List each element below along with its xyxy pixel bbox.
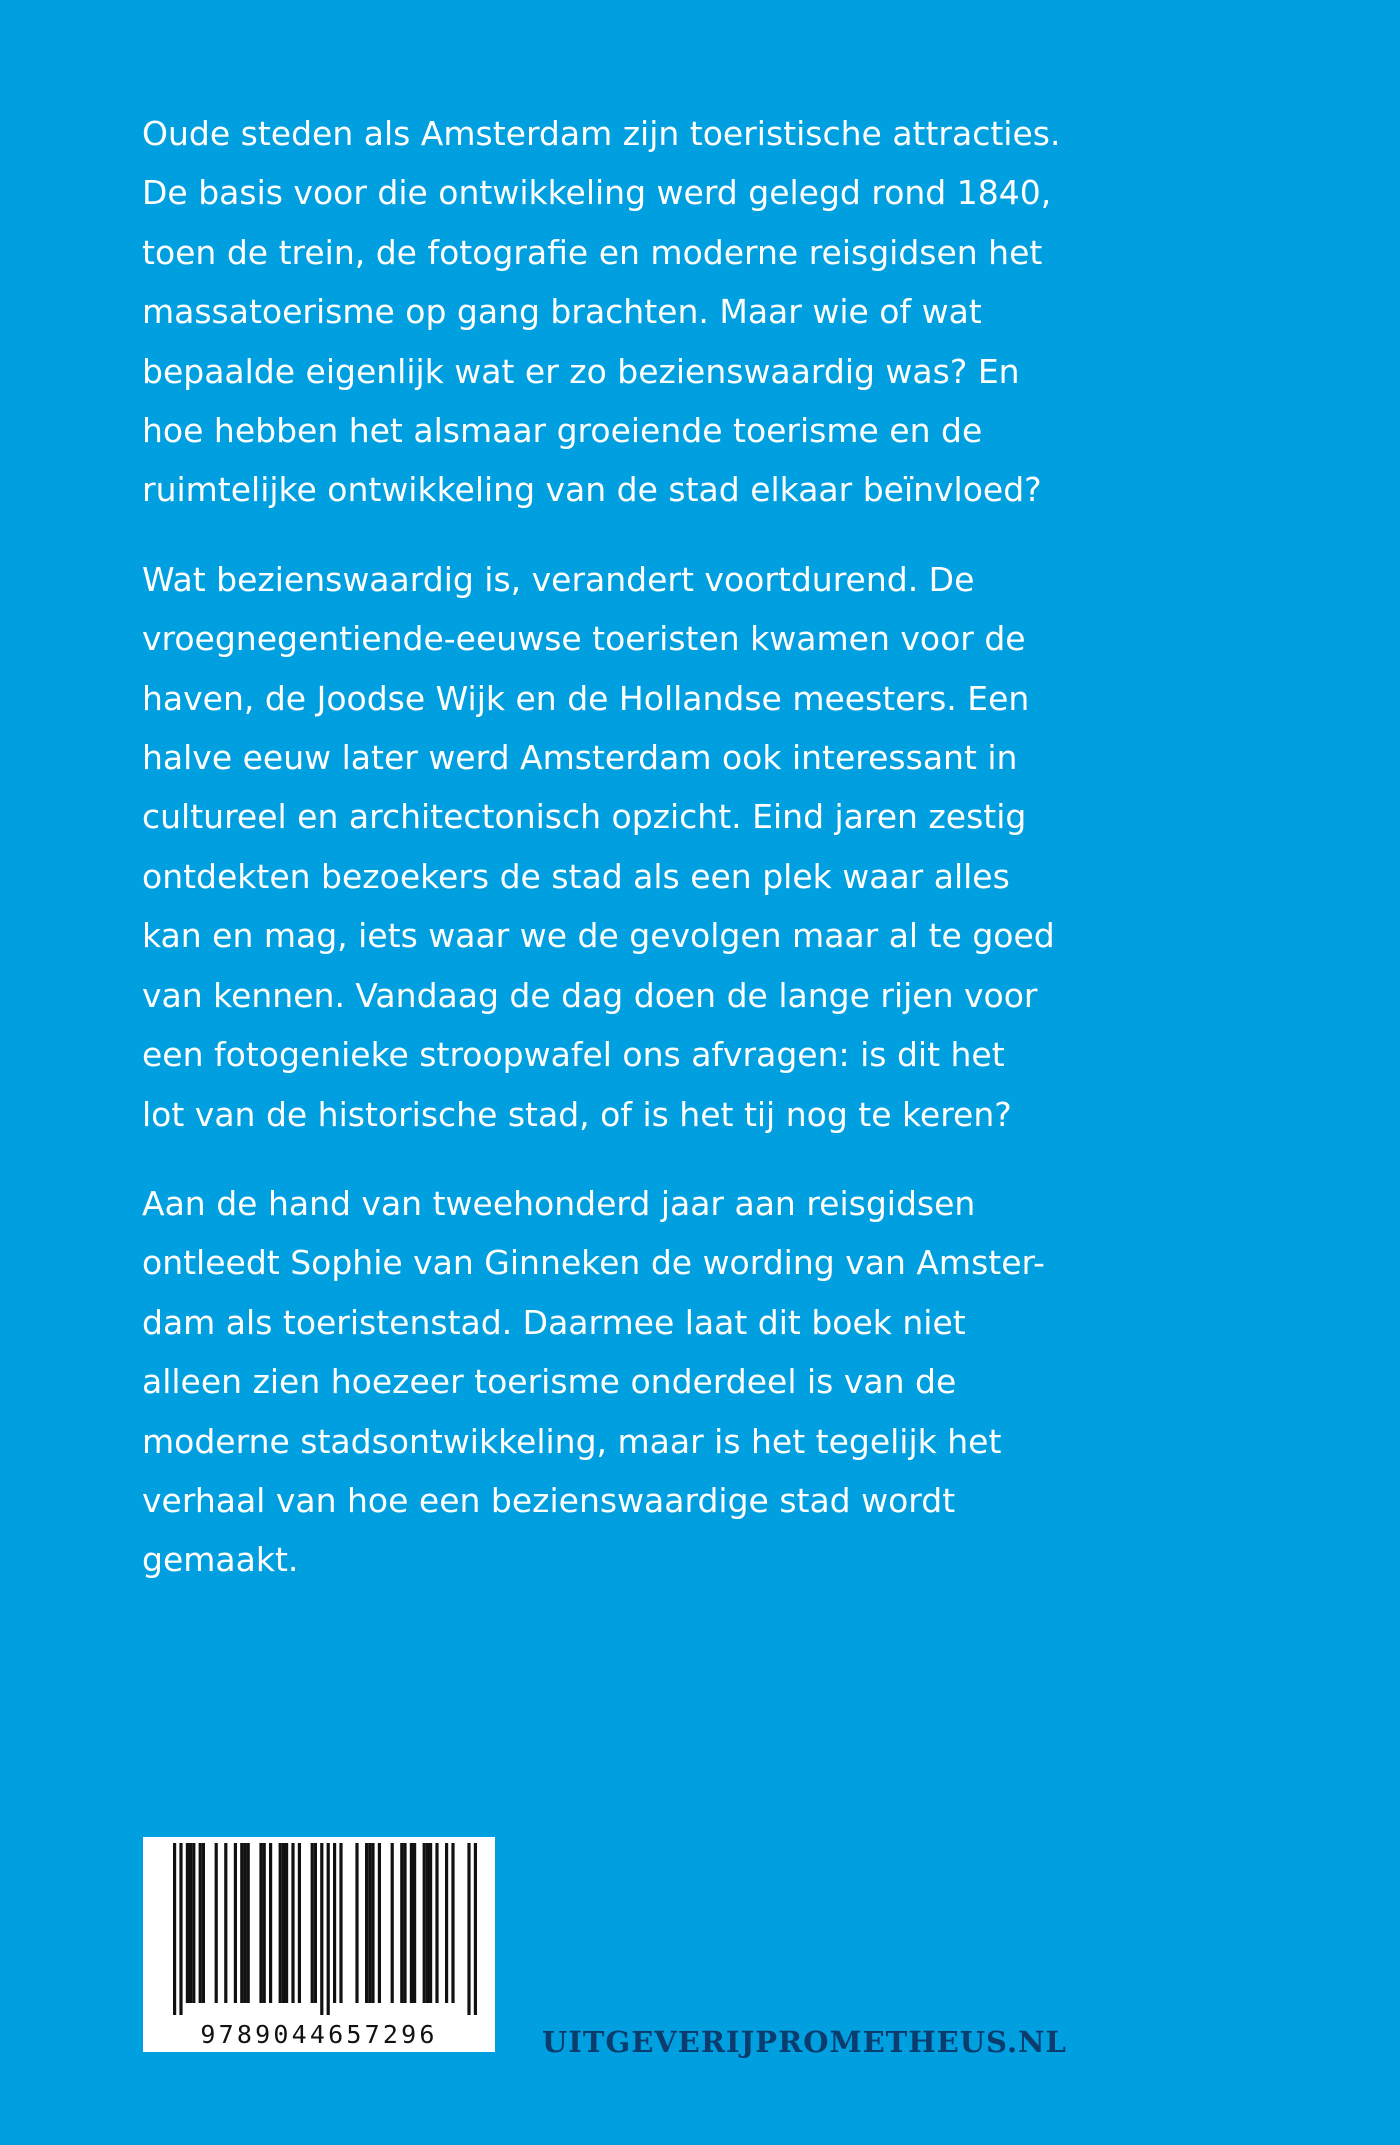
barcode-bar	[189, 1843, 192, 2003]
barcode-bar	[445, 1843, 448, 2003]
blurb-line: lot van de historische stad, of is het tij nog te keren?	[142, 1094, 1012, 1134]
barcode-digits: 9789044657296	[200, 2020, 438, 2049]
barcode-bar	[391, 1843, 394, 2003]
barcode-bar	[291, 1843, 294, 2003]
barcode-bar	[365, 1843, 368, 2003]
blurb-line: Wat bezienswaardig is, verandert voortdurend. De	[142, 559, 975, 599]
barcode-bar	[199, 1843, 202, 2003]
blurb-line: haven, de Joodse Wijk en de Hollandse meesters. Een	[142, 678, 1030, 718]
blurb-line: Aan de hand van tweehonderd jaar aan reisgidsen	[142, 1183, 976, 1223]
blurb-line: cultureel en architectonisch opzicht. Eind jaren zestig	[142, 797, 1027, 837]
blurb-line: dam als toeristenstad. Daarmee laat dit boek niet	[142, 1302, 966, 1342]
barcode-bar	[202, 1843, 205, 2003]
blurb-line: vroegnegentiende-eeuwse toeristen kwamen voor de	[142, 619, 1026, 659]
blurb-line: De basis voor die ontwikkeling werd gelegd rond 1840,	[142, 173, 1052, 213]
barcode-bar	[333, 1843, 336, 2003]
barcode-bar	[410, 1843, 413, 2003]
barcode-bar	[240, 1843, 243, 2003]
blurb-line: ruimtelijke ontwikkeling van de stad elkaar beïnvloed?	[142, 470, 1042, 510]
isbn-barcode	[143, 1837, 495, 2052]
blurb-paragraph-2	[142, 550, 1142, 1144]
blurb-paragraph-3	[142, 1174, 1142, 1590]
barcode-bars	[173, 1843, 477, 2015]
barcode-bar	[467, 1843, 470, 2015]
barcode-bar	[451, 1843, 454, 2003]
blurb-line: verhaal van hoe een bezienswaardige stad wordt	[142, 1480, 956, 1520]
barcode-bar	[368, 1843, 371, 2003]
barcode-bar	[263, 1843, 266, 2003]
barcode-graphic	[143, 1837, 495, 2052]
barcode-bar	[378, 1843, 381, 2003]
barcode-bar	[173, 1843, 176, 2015]
barcode-bar	[371, 1843, 374, 2003]
barcode-bar	[192, 1843, 195, 2003]
blurb-line: gemaakt.	[142, 1540, 299, 1580]
blurb-line: hoe hebben het alsmaar groeiende toerisme en de	[142, 411, 983, 451]
barcode-bar	[279, 1843, 282, 2003]
barcode-bar	[247, 1843, 250, 2003]
barcode-bar	[339, 1843, 342, 2003]
barcode-bar	[400, 1843, 403, 2003]
publisher-website: UITGEVERIJPROMETHEUS.NL	[542, 2025, 1067, 2059]
barcode-bar	[426, 1843, 429, 2003]
barcode-bar	[327, 1843, 330, 2015]
barcode-bar	[298, 1843, 301, 2003]
blurb-line: ontleedt Sophie van Ginneken de wording van Amster-	[142, 1243, 1045, 1283]
barcode-bar	[314, 1843, 317, 2003]
barcode-bar	[234, 1843, 237, 2003]
barcode-bar	[285, 1843, 288, 2003]
barcode-bar	[474, 1843, 477, 2015]
barcode-bar	[282, 1843, 285, 2003]
barcode-bar	[259, 1843, 262, 2003]
blurb-line: halve eeuw later werd Amsterdam ook interessant in	[142, 738, 1018, 778]
barcode-bar	[179, 1843, 182, 2015]
blurb-line: kan en mag, iets waar we de gevolgen maar al te goed	[142, 916, 1055, 956]
barcode-bar	[269, 1843, 272, 2003]
barcode-bar	[186, 1843, 189, 2003]
blurb-line: ontdekten bezoekers de stad als een plek waar alles	[142, 856, 1010, 896]
blurb-paragraph-1	[142, 104, 1142, 520]
barcode-bar	[243, 1843, 246, 2003]
barcode-bar	[403, 1843, 406, 2003]
barcode-bar	[311, 1843, 314, 2003]
barcode-bar	[224, 1843, 227, 2003]
blurb-line: moderne stadsontwikkeling, maar is het tegelijk het	[142, 1421, 1002, 1461]
blurb-line: alleen zien hoezeer toerisme onderdeel is van de	[142, 1362, 957, 1402]
barcode-bar	[215, 1843, 218, 2003]
barcode-bar	[355, 1843, 358, 2003]
barcode-bar	[423, 1843, 426, 2003]
blurb-line: bepaalde eigenlijk wat er zo bezienswaardig was? En	[142, 351, 1020, 391]
barcode-bar	[435, 1843, 438, 2003]
barcode-bar	[429, 1843, 432, 2003]
barcode-bar	[413, 1843, 416, 2003]
blurb-line: van kennen. Vandaag de dag doen de lange rijen voor	[142, 975, 1038, 1015]
blurb-line: een fotogenieke stroopwafel ons afvragen: is dit het	[142, 1035, 1005, 1075]
back-cover-blurb	[142, 104, 1142, 1620]
blurb-line: toen de trein, de fotografie en moderne reisgidsen het	[142, 232, 1043, 272]
blurb-line: massatoerisme op gang brachten. Maar wie of wat	[142, 292, 982, 332]
barcode-bar	[320, 1843, 323, 2015]
blurb-line: Oude steden als Amsterdam zijn toeristische attracties.	[142, 114, 1061, 153]
